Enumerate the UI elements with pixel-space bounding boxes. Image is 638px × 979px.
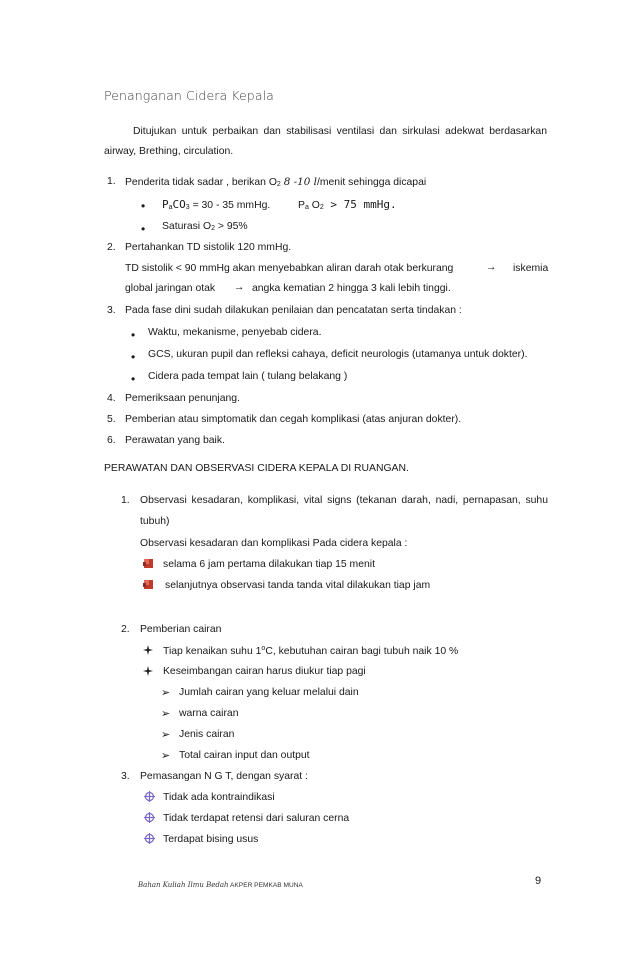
cross-bullet-icon bbox=[144, 833, 155, 844]
cross-bullet-icon bbox=[144, 812, 155, 823]
s2-item-1-line-3: Observasi kesadaran dan komplikasi Pada cidera kepala : bbox=[140, 538, 408, 549]
intro-line-1: Ditujukan untuk perbaikan dan stabilisasi ventilasi dan sirkulasi adekwat berdasarkan bbox=[133, 126, 547, 137]
item-1-bullet-1 bbox=[162, 198, 397, 211]
item-3-bullet-1: Waktu, mekanisme, penyebab cidera. bbox=[148, 327, 322, 338]
pao2-value: > 75 mmHg. bbox=[323, 198, 397, 211]
item-3-number: 3. bbox=[107, 305, 116, 316]
item-1-dose: 8 -10 l bbox=[283, 176, 317, 188]
item-1-number: 1. bbox=[107, 176, 116, 187]
arrow-bullet-icon: ➢ bbox=[161, 708, 171, 720]
co-text: CO bbox=[172, 198, 186, 211]
item-3-bullet-2: GCS, ukuran pupil dan refleksi cahaya, deficit neurologis (utamanya untuk dokter). bbox=[148, 349, 528, 360]
pa-sub: a bbox=[168, 204, 173, 211]
s2-item-2-bullet-1 bbox=[163, 645, 458, 657]
pao2-o: O bbox=[308, 200, 320, 211]
s2-item-1-bullet-1: selama 6 jam pertama dilakukan tiap 15 menit bbox=[163, 559, 375, 570]
s2-item-3-text: Pemasangan N G T, dengan syarat : bbox=[140, 771, 308, 782]
s2-item-2-number: 2. bbox=[121, 624, 130, 635]
pa-p: P bbox=[162, 198, 169, 211]
footer-rest: AKPER PEMKAB MUNA bbox=[228, 882, 303, 889]
item-4-number: 4. bbox=[107, 393, 116, 404]
section-2-title: PERAWATAN DAN OBSERVASI CIDERA KEPALA DI RUANGAN. bbox=[104, 463, 409, 474]
item-4-text: Pemeriksaan penunjang. bbox=[125, 393, 240, 404]
item-2-line-2b: iskemia bbox=[513, 263, 549, 274]
bullet-dot-icon: • bbox=[141, 199, 146, 213]
item-2-line-3b: angka kematian 2 hingga 3 kali lebih tinggi. bbox=[252, 283, 451, 294]
item-1-pre: Penderita tidak sadar , berikan O bbox=[125, 177, 277, 188]
degree-sup: o bbox=[261, 645, 266, 652]
item-2-number: 2. bbox=[107, 242, 116, 253]
page-heading: Penanganan Cidera Kepala bbox=[104, 88, 274, 103]
s2-item-2-sub-4: Total cairan input dan output bbox=[179, 750, 310, 761]
s2-item-2-sub-2: warna cairan bbox=[179, 708, 239, 719]
item-1-bullet-2 bbox=[162, 221, 248, 232]
diamond-bullet-icon bbox=[143, 645, 153, 655]
s2-item-1-number: 1. bbox=[121, 495, 130, 506]
s2-item-2-text: Pemberian cairan bbox=[140, 624, 222, 635]
square-bullet-icon bbox=[143, 579, 154, 590]
item-5-text: Pemberian atau simptomatik dan cegah komplikasi (atas anjuran dokter). bbox=[125, 414, 462, 425]
arrow-bullet-icon: ➢ bbox=[161, 729, 171, 741]
item-3-bullet-3: Cidera pada tempat lain ( tulang belakang ) bbox=[148, 371, 348, 382]
footer-italic: Bahan Kuliah Ilmu Bedah bbox=[138, 881, 229, 889]
s2-item-2-sub-1: Jumlah cairan yang keluar melalui dain bbox=[179, 687, 359, 698]
arrow-bullet-icon: ➢ bbox=[161, 750, 171, 762]
page-footer bbox=[138, 881, 303, 889]
saturasi-pre: Saturasi O bbox=[162, 221, 212, 232]
item-1-post: /menit sehingga dicapai bbox=[316, 177, 427, 188]
s2-item-2-bullet-2: Keseimbangan cairan harus diukur tiap pagi bbox=[163, 666, 366, 677]
item-6-text: Perawatan yang baik. bbox=[125, 435, 225, 446]
pa2-sub: a bbox=[304, 204, 309, 211]
s2-item-2-sub-3: Jenis cairan bbox=[179, 729, 235, 740]
square-bullet-icon bbox=[143, 558, 154, 569]
item-6-number: 6. bbox=[107, 435, 116, 446]
s2-item-3-number: 3. bbox=[121, 771, 130, 782]
item-1-text bbox=[125, 176, 426, 188]
arrow-right-icon: → bbox=[486, 262, 497, 273]
saturasi-post: > 95% bbox=[215, 221, 248, 232]
pao2-sub: 2 bbox=[319, 204, 324, 211]
bullet-dot-icon: • bbox=[131, 328, 136, 342]
saturasi-sub: 2 bbox=[211, 225, 215, 232]
item-5-number: 5. bbox=[107, 414, 116, 425]
co3-sub: 3 bbox=[185, 204, 190, 211]
bullet-dot-icon: • bbox=[131, 372, 136, 386]
item-3-text: Pada fase dini sudah dilakukan penilaian dan pencatatan serta tindakan : bbox=[125, 305, 462, 316]
cross-bullet-icon bbox=[144, 791, 155, 802]
paco3-value: = 30 - 35 mmHg. bbox=[189, 200, 271, 211]
intro-line-2: airway, Brething, circulation. bbox=[104, 146, 234, 157]
page-number: 9 bbox=[535, 875, 542, 887]
bullet-dot-icon: • bbox=[141, 222, 146, 236]
diamond-bullet-icon bbox=[143, 666, 153, 676]
arrow-bullet-icon: ➢ bbox=[161, 687, 171, 699]
item-2-line-1: Pertahankan TD sistolik 120 mmHg. bbox=[125, 242, 292, 253]
bullet-dot-icon: • bbox=[131, 350, 136, 364]
s2-item-1-bullet-2: selanjutnya observasi tanda tanda vital dilakukan tiap jam bbox=[165, 580, 431, 591]
item-2-line-2a: TD sistolik < 90 mmHg akan menyebabkan aliran darah otak berkurang bbox=[125, 263, 454, 274]
arrow-right-icon: → bbox=[234, 282, 245, 293]
s2-item-1-line-2: tubuh) bbox=[140, 516, 170, 527]
o2-subscript: 2 bbox=[276, 181, 281, 188]
s2-item-3-bullet-1: Tidak ada kontraindikasi bbox=[163, 792, 275, 803]
s2-item-3-bullet-2: Tidak terdapat retensi dari saluran cerna bbox=[163, 813, 350, 824]
suhu-pre: Tiap kenaikan suhu 1 bbox=[163, 646, 262, 657]
s2-item-3-bullet-3: Terdapat bising usus bbox=[163, 834, 259, 845]
item-2-line-3a: global jaringan otak bbox=[125, 283, 216, 294]
suhu-post: C, kebutuhan cairan bagi tubuh naik 10 % bbox=[265, 646, 459, 657]
pa2-p: P bbox=[298, 200, 305, 211]
s2-item-1-line-1: Observasi kesadaran, komplikasi, vital signs (tekanan darah, nadi, pernapasan, suhu bbox=[140, 495, 548, 506]
